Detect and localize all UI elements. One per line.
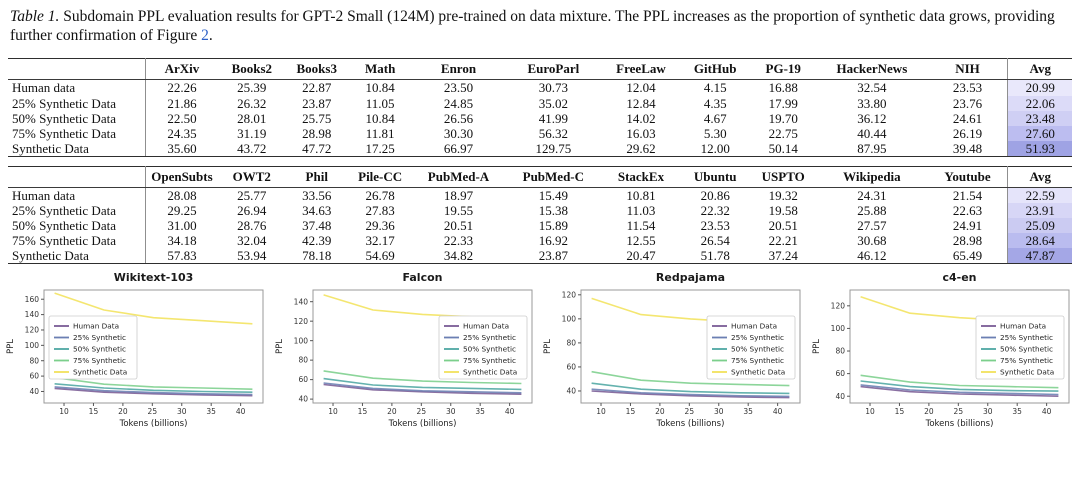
avg-cell: 23.91 bbox=[1008, 203, 1072, 218]
ppl-value-cell: 20.51 bbox=[768, 217, 798, 233]
y-axis-label: PPL bbox=[811, 339, 822, 355]
ppl-value-cell: 26.19 bbox=[952, 125, 983, 141]
ppl-value-cell: 25.39 bbox=[237, 80, 267, 96]
ppl-value-cell: 65.49 bbox=[928, 248, 1008, 264]
legend-entry-label: 75% Synthetic bbox=[73, 356, 126, 366]
column-header-opensubts: OpenSubts bbox=[145, 166, 218, 187]
ppl-value-cell: 19.55 bbox=[443, 202, 474, 218]
y-axis-label: PPL bbox=[274, 339, 285, 355]
x-tick-label: 15 bbox=[88, 407, 99, 417]
ppl-charts-row bbox=[0, 267, 1080, 439]
ppl-value-cell: 40.44 bbox=[857, 125, 887, 141]
ppl-value-cell: 30.73 bbox=[538, 80, 568, 96]
ppl-value-cell: 23.50 bbox=[443, 80, 474, 96]
column-header-enron: Enron bbox=[412, 59, 505, 80]
x-tick-label: 40 bbox=[504, 407, 515, 417]
table-row bbox=[8, 187, 1072, 203]
legend-entry-label: 25% Synthetic bbox=[999, 333, 1053, 343]
empty-corner-cell bbox=[8, 59, 145, 80]
ppl-value-cell: 19.58 bbox=[768, 202, 798, 218]
ppl-value-cell: 34.18 bbox=[145, 233, 218, 248]
y-tick-label: 100 bbox=[24, 341, 39, 351]
column-header-github: GitHub bbox=[680, 59, 750, 80]
y-axis-label: PPL bbox=[6, 339, 16, 355]
legend-entry-label: Human Data bbox=[999, 321, 1047, 331]
ppl-value-cell: 46.12 bbox=[816, 248, 927, 264]
ppl-value-cell: 53.94 bbox=[218, 248, 285, 264]
ppl-value-cell: 10.84 bbox=[365, 110, 395, 126]
legend-entry-label: 75% Synthetic bbox=[462, 356, 516, 366]
table-caption-text: Subdomain PPL evaluation results for GPT-2 Small (124M) pre-trained on data mixture. The PPL increases as the proportion of synthetic data grows, providing further confirmation of Figure bbox=[10, 8, 1055, 45]
column-header-pg-19: PG-19 bbox=[750, 59, 816, 80]
x-tick-label: 20 bbox=[386, 407, 397, 417]
ppl-value-cell: 37.48 bbox=[302, 217, 332, 233]
legend-entry-label: Synthetic Data bbox=[462, 367, 517, 377]
avg-cell: 28.64 bbox=[1008, 233, 1072, 248]
ppl-value-cell: 11.81 bbox=[365, 125, 395, 141]
ppl-value-cell: 39.48 bbox=[928, 141, 1008, 157]
ppl-value-cell: 36.12 bbox=[857, 110, 887, 126]
ppl-value-cell: 23.53 bbox=[952, 80, 983, 96]
x-tick-label: 40 bbox=[1041, 407, 1052, 417]
legend-entry-label: Synthetic Data bbox=[731, 367, 786, 377]
y-tick-label: 120 bbox=[293, 316, 308, 326]
column-header-nih: NIH bbox=[928, 59, 1008, 80]
ppl-value-cell: 56.32 bbox=[538, 125, 568, 141]
column-header-books2: Books2 bbox=[218, 59, 285, 80]
legend-entry-label: Human Data bbox=[462, 321, 509, 331]
ppl-value-cell: 129.75 bbox=[505, 141, 602, 157]
legend-entry-label: 25% Synthetic bbox=[462, 333, 516, 343]
legend-entry-label: Synthetic Data bbox=[73, 367, 128, 377]
ppl-value-cell: 12.55 bbox=[626, 233, 656, 249]
ppl-value-cell: 4.35 bbox=[703, 95, 727, 111]
x-tick-label: 25 bbox=[953, 407, 964, 417]
y-tick-label: 60 bbox=[29, 371, 39, 381]
ppl-value-cell: 24.61 bbox=[952, 110, 983, 126]
y-tick-label: 120 bbox=[830, 301, 845, 311]
x-tick-label: 25 bbox=[147, 407, 158, 417]
figure-reference-link[interactable]: 2 bbox=[201, 27, 209, 45]
ppl-value-cell: 22.21 bbox=[768, 233, 798, 249]
column-header-pubmed-a: PubMed-A bbox=[412, 166, 505, 187]
ppl-value-cell: 35.60 bbox=[145, 141, 218, 157]
table-caption-period: . bbox=[208, 27, 213, 45]
x-tick-label: 35 bbox=[743, 407, 754, 417]
x-tick-label: 40 bbox=[773, 407, 783, 417]
ppl-value-cell: 28.98 bbox=[952, 233, 983, 249]
ppl-tables-container bbox=[0, 58, 1080, 264]
y-axis-label: PPL bbox=[543, 339, 554, 355]
column-header-math: Math bbox=[348, 59, 412, 80]
y-tick-label: 100 bbox=[293, 336, 308, 346]
row-label: Human data bbox=[12, 80, 76, 96]
chart-title: Wikitext-103 bbox=[113, 271, 194, 285]
x-tick-label: 35 bbox=[1012, 407, 1022, 417]
ppl-value-cell: 35.02 bbox=[538, 95, 568, 111]
x-tick-label: 20 bbox=[655, 407, 665, 417]
ppl-value-cell: 16.03 bbox=[626, 125, 656, 141]
ppl-value-cell: 25.75 bbox=[302, 110, 332, 126]
table-row bbox=[8, 233, 1072, 248]
ppl-value-cell: 23.76 bbox=[952, 95, 983, 111]
ppl-value-cell: 24.91 bbox=[952, 217, 983, 233]
ppl-value-cell: 15.38 bbox=[538, 202, 568, 218]
table-row bbox=[8, 203, 1072, 218]
row-label: Synthetic Data bbox=[8, 141, 145, 157]
ppl-value-cell: 42.39 bbox=[302, 233, 332, 249]
chart-canvas bbox=[2, 269, 270, 439]
legend-entry-label: 75% Synthetic bbox=[731, 356, 785, 366]
table-row bbox=[8, 126, 1072, 141]
ppl-value-cell: 34.82 bbox=[412, 248, 505, 264]
header-row bbox=[8, 166, 1072, 187]
table-row bbox=[8, 248, 1072, 264]
chart-title: Redpajama bbox=[656, 271, 726, 285]
row-label: 75% Synthetic Data bbox=[12, 233, 116, 249]
ppl-value-cell: 51.78 bbox=[680, 248, 750, 264]
ppl-value-cell: 16.92 bbox=[538, 233, 568, 249]
ppl-value-cell: 41.99 bbox=[538, 110, 568, 126]
chart-canvas bbox=[808, 269, 1076, 439]
x-tick-label: 15 bbox=[625, 407, 636, 417]
column-header-books3: Books3 bbox=[285, 59, 348, 80]
ppl-value-cell: 23.87 bbox=[302, 95, 332, 111]
y-tick-label: 140 bbox=[293, 297, 308, 307]
ppl-value-cell: 87.95 bbox=[816, 141, 927, 157]
ppl-value-cell: 26.78 bbox=[365, 187, 395, 203]
ppl-value-cell: 33.56 bbox=[302, 187, 332, 203]
ppl-value-cell: 32.04 bbox=[237, 233, 267, 249]
x-tick-label: 30 bbox=[714, 407, 724, 417]
x-axis-label: Tokens (billions) bbox=[656, 419, 725, 430]
column-header-ubuntu: Ubuntu bbox=[680, 166, 750, 187]
legend-entry-label: 50% Synthetic bbox=[462, 344, 516, 354]
column-header-stackex: StackEx bbox=[602, 166, 680, 187]
row-label: 75% Synthetic Data bbox=[12, 125, 116, 141]
ppl-value-cell: 26.32 bbox=[237, 95, 267, 111]
x-tick-label: 30 bbox=[176, 407, 187, 417]
column-header-hackernews: HackerNews bbox=[816, 59, 927, 80]
ppl-value-cell: 4.15 bbox=[703, 80, 727, 96]
avg-cell: 25.09 bbox=[1008, 218, 1072, 233]
ppl-value-cell: 11.03 bbox=[626, 202, 656, 218]
y-tick-label: 160 bbox=[24, 295, 39, 305]
column-header-pile-cc: Pile-CC bbox=[348, 166, 412, 187]
ppl-value-cell: 30.30 bbox=[443, 125, 474, 141]
column-header-youtube: Youtube bbox=[928, 166, 1008, 187]
ppl-value-cell: 21.54 bbox=[952, 187, 983, 203]
x-tick-label: 25 bbox=[684, 407, 695, 417]
y-tick-label: 100 bbox=[830, 324, 845, 334]
legend-entry-label: 50% Synthetic bbox=[731, 344, 785, 354]
y-tick-label: 80 bbox=[835, 346, 845, 356]
ppl-value-cell: 22.33 bbox=[443, 233, 474, 249]
avg-cell: 20.99 bbox=[1008, 80, 1072, 96]
ppl-value-cell: 27.57 bbox=[857, 217, 887, 233]
y-tick-label: 80 bbox=[566, 338, 577, 348]
ppl-value-cell: 24.35 bbox=[145, 126, 218, 141]
chart-canvas bbox=[271, 269, 539, 439]
ppl-value-cell: 12.84 bbox=[626, 95, 656, 111]
avg-cell: 23.48 bbox=[1008, 111, 1072, 126]
column-header-avg: Avg bbox=[1008, 59, 1072, 80]
ppl-value-cell: 33.80 bbox=[857, 95, 887, 111]
ppl-value-cell: 15.89 bbox=[538, 217, 568, 233]
ppl-value-cell: 4.67 bbox=[703, 110, 727, 126]
ppl-value-cell: 32.54 bbox=[857, 80, 887, 96]
row-label: Human data bbox=[12, 187, 76, 203]
y-tick-label: 60 bbox=[298, 375, 308, 385]
ppl-value-cell: 34.63 bbox=[302, 202, 332, 218]
avg-cell: 22.59 bbox=[1008, 187, 1072, 203]
ppl-value-cell: 28.76 bbox=[237, 217, 267, 233]
ppl-value-cell: 22.75 bbox=[768, 125, 798, 141]
chart-redpajama bbox=[539, 269, 807, 439]
table-caption-label: Table 1. bbox=[10, 8, 60, 25]
x-tick-label: 10 bbox=[596, 407, 607, 417]
column-header-avg: Avg bbox=[1008, 166, 1072, 187]
table-row bbox=[8, 96, 1072, 111]
chart-canvas bbox=[539, 269, 807, 439]
ppl-value-cell: 22.50 bbox=[145, 111, 218, 126]
ppl-value-cell: 25.88 bbox=[857, 202, 887, 218]
y-tick-label: 60 bbox=[835, 369, 845, 379]
ppl-value-cell: 24.31 bbox=[857, 187, 887, 203]
ppl-value-cell: 21.86 bbox=[145, 96, 218, 111]
x-tick-label: 10 bbox=[59, 407, 69, 417]
ppl-value-cell: 14.02 bbox=[626, 110, 656, 126]
table-row bbox=[8, 141, 1072, 157]
y-tick-label: 40 bbox=[566, 386, 577, 396]
ppl-value-cell: 22.63 bbox=[952, 202, 983, 218]
y-tick-label: 120 bbox=[24, 325, 39, 335]
ppl-value-cell: 23.53 bbox=[700, 217, 730, 233]
ppl-value-cell: 5.30 bbox=[703, 125, 727, 141]
y-tick-label: 80 bbox=[29, 356, 39, 366]
row-label: 25% Synthetic Data bbox=[12, 95, 116, 111]
y-tick-label: 40 bbox=[298, 394, 308, 404]
y-tick-label: 60 bbox=[566, 362, 577, 372]
table-caption bbox=[0, 0, 1080, 49]
chart-legend bbox=[707, 316, 795, 379]
ppl-value-cell: 10.84 bbox=[365, 80, 395, 96]
x-tick-label: 35 bbox=[206, 407, 216, 417]
y-tick-label: 80 bbox=[298, 355, 308, 365]
ppl-value-cell: 10.81 bbox=[626, 187, 656, 203]
column-header-arxiv: ArXiv bbox=[145, 59, 218, 80]
y-tick-label: 100 bbox=[561, 314, 577, 324]
x-tick-label: 15 bbox=[894, 407, 905, 417]
legend-entry-label: 50% Synthetic bbox=[999, 344, 1053, 354]
ppl-value-cell: 16.88 bbox=[768, 80, 798, 96]
ppl-value-cell: 54.69 bbox=[348, 248, 412, 264]
ppl-value-cell: 20.51 bbox=[443, 217, 474, 233]
chart-falcon bbox=[271, 269, 539, 439]
row-label: 25% Synthetic Data bbox=[12, 202, 116, 218]
column-header-freelaw: FreeLaw bbox=[602, 59, 680, 80]
row-label: 50% Synthetic Data bbox=[12, 217, 116, 233]
y-tick-label: 120 bbox=[561, 290, 577, 300]
column-header-wikipedia: Wikipedia bbox=[816, 166, 927, 187]
header-row bbox=[8, 59, 1072, 80]
avg-cell: 51.93 bbox=[1008, 141, 1072, 157]
ppl-table-2 bbox=[8, 166, 1072, 264]
avg-cell: 47.87 bbox=[1008, 248, 1072, 264]
legend-entry-label: 25% Synthetic bbox=[73, 333, 126, 343]
x-tick-label: 35 bbox=[475, 407, 485, 417]
ppl-value-cell: 43.72 bbox=[218, 141, 285, 157]
chart-legend bbox=[49, 316, 137, 379]
column-header-owt2: OWT2 bbox=[218, 166, 285, 187]
chart-legend bbox=[439, 316, 527, 379]
ppl-value-cell: 78.18 bbox=[285, 248, 348, 264]
column-header-phil: Phil bbox=[285, 166, 348, 187]
ppl-value-cell: 12.04 bbox=[626, 80, 656, 96]
ppl-value-cell: 28.01 bbox=[237, 110, 267, 126]
table-row bbox=[8, 80, 1072, 96]
x-tick-label: 10 bbox=[327, 407, 338, 417]
legend-entry-label: Human Data bbox=[731, 321, 778, 331]
ppl-value-cell: 20.47 bbox=[602, 248, 680, 264]
x-tick-label: 25 bbox=[416, 407, 426, 417]
ppl-value-cell: 22.32 bbox=[700, 202, 730, 218]
ppl-value-cell: 29.62 bbox=[602, 141, 680, 157]
column-header-europarl: EuroParl bbox=[505, 59, 602, 80]
x-tick-label: 40 bbox=[235, 407, 246, 417]
ppl-value-cell: 26.94 bbox=[237, 202, 267, 218]
column-header-uspto: USPTO bbox=[750, 166, 816, 187]
series-line-synthetic-data bbox=[323, 295, 521, 319]
ppl-value-cell: 23.87 bbox=[505, 248, 602, 264]
ppl-value-cell: 20.86 bbox=[700, 187, 730, 203]
column-header-pubmed-c: PubMed-C bbox=[505, 166, 602, 187]
ppl-value-cell: 15.49 bbox=[538, 187, 568, 203]
ppl-value-cell: 37.24 bbox=[750, 248, 816, 264]
row-label: 50% Synthetic Data bbox=[12, 110, 116, 126]
table-row bbox=[8, 111, 1072, 126]
ppl-value-cell: 12.00 bbox=[680, 141, 750, 157]
ppl-value-cell: 29.36 bbox=[365, 217, 395, 233]
x-axis-label: Tokens (billions) bbox=[925, 419, 994, 430]
ppl-value-cell: 11.54 bbox=[626, 217, 656, 233]
y-tick-label: 140 bbox=[24, 310, 39, 320]
legend-entry-label: Human Data bbox=[73, 321, 120, 331]
ppl-value-cell: 11.05 bbox=[365, 95, 395, 111]
avg-cell: 27.60 bbox=[1008, 126, 1072, 141]
chart-title: c4-en bbox=[942, 271, 977, 285]
ppl-value-cell: 18.97 bbox=[443, 187, 474, 203]
x-axis-label: Tokens (billions) bbox=[119, 419, 188, 430]
y-tick-label: 40 bbox=[835, 392, 845, 402]
ppl-value-cell: 66.97 bbox=[412, 141, 505, 157]
ppl-value-cell: 31.00 bbox=[145, 218, 218, 233]
ppl-value-cell: 27.83 bbox=[365, 202, 395, 218]
x-axis-label: Tokens (billions) bbox=[388, 419, 457, 430]
ppl-value-cell: 26.54 bbox=[700, 233, 730, 249]
chart-title: Falcon bbox=[402, 271, 443, 285]
x-tick-label: 15 bbox=[357, 407, 367, 417]
ppl-value-cell: 50.14 bbox=[750, 141, 816, 157]
x-tick-label: 30 bbox=[982, 407, 993, 417]
legend-entry-label: 25% Synthetic bbox=[731, 333, 785, 343]
ppl-value-cell: 22.87 bbox=[302, 80, 332, 96]
ppl-value-cell: 17.99 bbox=[768, 95, 798, 111]
ppl-value-cell: 47.72 bbox=[285, 141, 348, 157]
x-tick-label: 10 bbox=[865, 407, 875, 417]
ppl-value-cell: 19.70 bbox=[768, 110, 798, 126]
row-label: Synthetic Data bbox=[8, 248, 145, 264]
ppl-value-cell: 32.17 bbox=[365, 233, 395, 249]
ppl-value-cell: 28.08 bbox=[145, 187, 218, 203]
y-tick-label: 40 bbox=[29, 387, 39, 397]
ppl-value-cell: 17.25 bbox=[348, 141, 412, 157]
legend-entry-label: 50% Synthetic bbox=[73, 344, 126, 354]
ppl-value-cell: 24.85 bbox=[443, 95, 474, 111]
chart-legend bbox=[976, 316, 1064, 379]
ppl-value-cell: 19.32 bbox=[768, 187, 798, 203]
avg-cell: 22.06 bbox=[1008, 96, 1072, 111]
ppl-table-1 bbox=[8, 58, 1072, 156]
legend-entry-label: Synthetic Data bbox=[999, 367, 1055, 377]
legend-entry-label: 75% Synthetic bbox=[999, 356, 1053, 366]
ppl-value-cell: 26.56 bbox=[443, 110, 474, 126]
ppl-value-cell: 22.26 bbox=[145, 80, 218, 96]
ppl-value-cell: 57.83 bbox=[145, 248, 218, 264]
x-tick-label: 30 bbox=[445, 407, 456, 417]
ppl-value-cell: 31.19 bbox=[237, 125, 267, 141]
ppl-value-cell: 25.77 bbox=[237, 187, 267, 203]
chart-wikitext-103 bbox=[2, 269, 270, 439]
chart-c4-en bbox=[808, 269, 1076, 439]
table-row bbox=[8, 218, 1072, 233]
ppl-value-cell: 28.98 bbox=[302, 125, 332, 141]
x-tick-label: 20 bbox=[118, 407, 128, 417]
ppl-value-cell: 29.25 bbox=[145, 203, 218, 218]
x-tick-label: 20 bbox=[924, 407, 934, 417]
ppl-value-cell: 30.68 bbox=[857, 233, 887, 249]
empty-corner-cell bbox=[8, 166, 145, 187]
